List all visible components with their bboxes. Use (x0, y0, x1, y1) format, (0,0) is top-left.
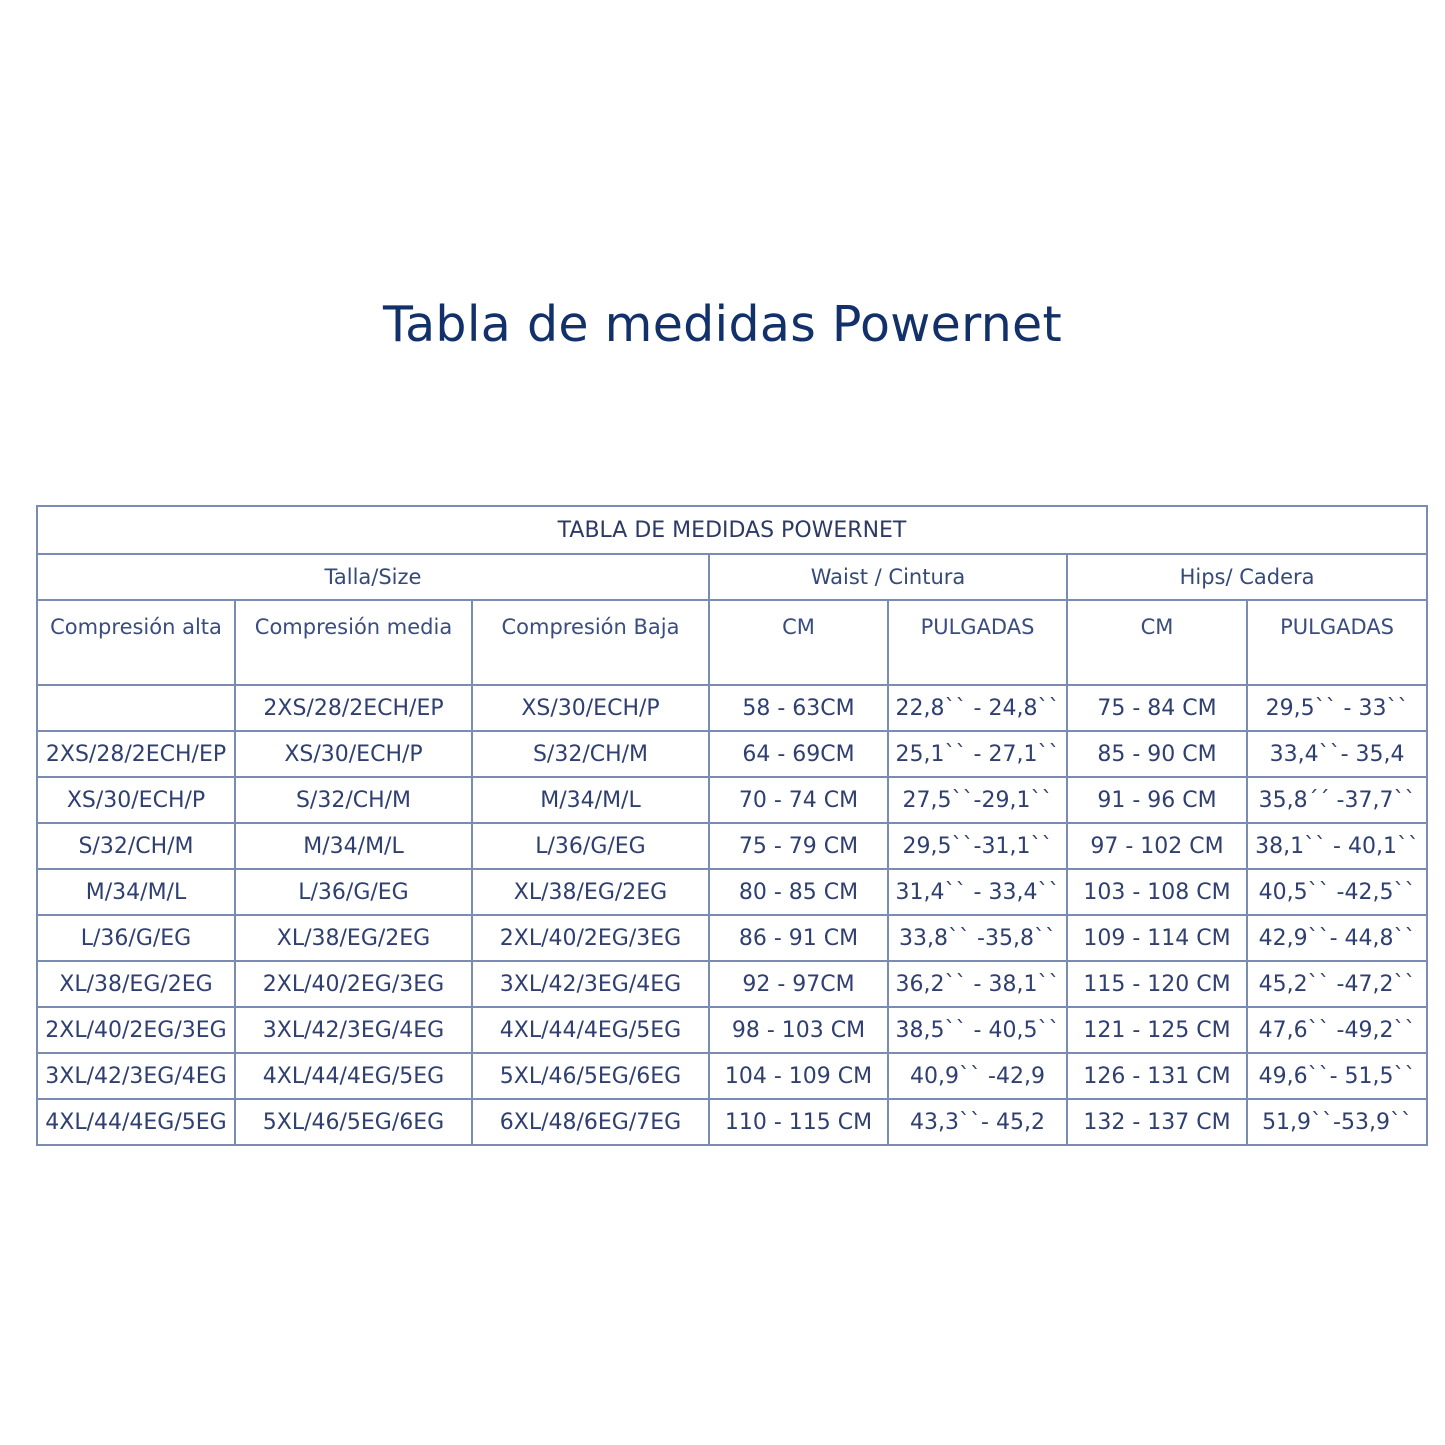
waist-inches-cell: 29,5``-31,1`` (888, 823, 1067, 869)
hips-cm-cell: 85 - 90 CM (1067, 731, 1247, 777)
hips-inches-cell: 29,5`` - 33`` (1247, 685, 1427, 731)
table-title-row (37, 506, 1427, 554)
table-row (37, 685, 1427, 731)
column-header-waist-cm: CM (709, 600, 888, 685)
waist-inches-cell: 33,8`` -35,8`` (888, 915, 1067, 961)
hips-inches-cell: 33,4``- 35,4 (1247, 731, 1427, 777)
low-compression-cell: 2XL/40/2EG/3EG (472, 915, 709, 961)
low-compression-cell: M/34/M/L (472, 777, 709, 823)
hips-cm-cell: 121 - 125 CM (1067, 1007, 1247, 1053)
high-compression-cell: L/36/G/EG (37, 915, 235, 961)
column-header-row (37, 600, 1427, 685)
high-compression-cell: 2XS/28/2ECH/EP (37, 731, 235, 777)
medium-compression-cell: XS/30/ECH/P (235, 731, 472, 777)
hips-cm-cell: 132 - 137 CM (1067, 1099, 1247, 1145)
waist-inches-cell: 31,4`` - 33,4`` (888, 869, 1067, 915)
low-compression-cell: L/36/G/EG (472, 823, 709, 869)
size-chart-table (36, 505, 1428, 1146)
low-compression-cell: 5XL/46/5EG/6EG (472, 1053, 709, 1099)
high-compression-cell: XL/38/EG/2EG (37, 961, 235, 1007)
waist-inches-cell: 27,5``-29,1`` (888, 777, 1067, 823)
table-row (37, 915, 1427, 961)
group-header-hips: Hips/ Cadera (1067, 554, 1427, 600)
low-compression-cell: 4XL/44/4EG/5EG (472, 1007, 709, 1053)
hips-inches-cell: 35,8´´ -37,7`` (1247, 777, 1427, 823)
medium-compression-cell: XL/38/EG/2EG (235, 915, 472, 961)
waist-cm-cell: 75 - 79 CM (709, 823, 888, 869)
waist-inches-cell: 40,9`` -42,9 (888, 1053, 1067, 1099)
medium-compression-cell: S/32/CH/M (235, 777, 472, 823)
column-header-medium-compression: Compresión media (235, 600, 472, 685)
waist-inches-cell: 22,8`` - 24,8`` (888, 685, 1067, 731)
medium-compression-cell: 5XL/46/5EG/6EG (235, 1099, 472, 1145)
table-row (37, 1053, 1427, 1099)
high-compression-cell: S/32/CH/M (37, 823, 235, 869)
waist-cm-cell: 104 - 109 CM (709, 1053, 888, 1099)
waist-cm-cell: 64 - 69CM (709, 731, 888, 777)
hips-cm-cell: 103 - 108 CM (1067, 869, 1247, 915)
hips-cm-cell: 126 - 131 CM (1067, 1053, 1247, 1099)
table-row (37, 961, 1427, 1007)
table-row (37, 1099, 1427, 1145)
table-row (37, 731, 1427, 777)
waist-inches-cell: 25,1`` - 27,1`` (888, 731, 1067, 777)
hips-inches-cell: 51,9``-53,9`` (1247, 1099, 1427, 1145)
high-compression-cell: 4XL/44/4EG/5EG (37, 1099, 235, 1145)
low-compression-cell: 3XL/42/3EG/4EG (472, 961, 709, 1007)
hips-cm-cell: 97 - 102 CM (1067, 823, 1247, 869)
low-compression-cell: S/32/CH/M (472, 731, 709, 777)
hips-inches-cell: 45,2`` -47,2`` (1247, 961, 1427, 1007)
high-compression-cell: M/34/M/L (37, 869, 235, 915)
hips-inches-cell: 47,6`` -49,2`` (1247, 1007, 1427, 1053)
waist-inches-cell: 36,2`` - 38,1`` (888, 961, 1067, 1007)
hips-cm-cell: 115 - 120 CM (1067, 961, 1247, 1007)
medium-compression-cell: 4XL/44/4EG/5EG (235, 1053, 472, 1099)
low-compression-cell: XL/38/EG/2EG (472, 869, 709, 915)
column-header-hips-cm: CM (1067, 600, 1247, 685)
waist-cm-cell: 70 - 74 CM (709, 777, 888, 823)
group-header-size: Talla/Size (37, 554, 709, 600)
high-compression-cell: 2XL/40/2EG/3EG (37, 1007, 235, 1053)
waist-cm-cell: 98 - 103 CM (709, 1007, 888, 1053)
group-header-row (37, 554, 1427, 600)
table-row (37, 869, 1427, 915)
hips-cm-cell: 91 - 96 CM (1067, 777, 1247, 823)
column-header-high-compression: Compresión alta (37, 600, 235, 685)
hips-inches-cell: 42,9``- 44,8`` (1247, 915, 1427, 961)
waist-inches-cell: 43,3``- 45,2 (888, 1099, 1067, 1145)
hips-cm-cell: 75 - 84 CM (1067, 685, 1247, 731)
high-compression-cell: 3XL/42/3EG/4EG (37, 1053, 235, 1099)
table-title: TABLA DE MEDIDAS POWERNET (37, 506, 1427, 554)
hips-cm-cell: 109 - 114 CM (1067, 915, 1247, 961)
low-compression-cell: 6XL/48/6EG/7EG (472, 1099, 709, 1145)
medium-compression-cell: 3XL/42/3EG/4EG (235, 1007, 472, 1053)
medium-compression-cell: L/36/G/EG (235, 869, 472, 915)
medium-compression-cell: M/34/M/L (235, 823, 472, 869)
hips-inches-cell: 49,6``- 51,5`` (1247, 1053, 1427, 1099)
group-header-waist: Waist / Cintura (709, 554, 1067, 600)
waist-cm-cell: 110 - 115 CM (709, 1099, 888, 1145)
column-header-waist-inches: PULGADAS (888, 600, 1067, 685)
medium-compression-cell: 2XS/28/2ECH/EP (235, 685, 472, 731)
high-compression-cell (37, 685, 235, 731)
waist-inches-cell: 38,5`` - 40,5`` (888, 1007, 1067, 1053)
column-header-hips-inches: PULGADAS (1247, 600, 1427, 685)
medium-compression-cell: 2XL/40/2EG/3EG (235, 961, 472, 1007)
table-row (37, 777, 1427, 823)
table-row (37, 1007, 1427, 1053)
waist-cm-cell: 92 - 97CM (709, 961, 888, 1007)
waist-cm-cell: 58 - 63CM (709, 685, 888, 731)
waist-cm-cell: 86 - 91 CM (709, 915, 888, 961)
low-compression-cell: XS/30/ECH/P (472, 685, 709, 731)
waist-cm-cell: 80 - 85 CM (709, 869, 888, 915)
table-row (37, 823, 1427, 869)
column-header-low-compression: Compresión Baja (472, 600, 709, 685)
hips-inches-cell: 38,1`` - 40,1`` (1247, 823, 1427, 869)
high-compression-cell: XS/30/ECH/P (37, 777, 235, 823)
page-title: Tabla de medidas Powernet (382, 296, 1063, 353)
hips-inches-cell: 40,5`` -42,5`` (1247, 869, 1427, 915)
